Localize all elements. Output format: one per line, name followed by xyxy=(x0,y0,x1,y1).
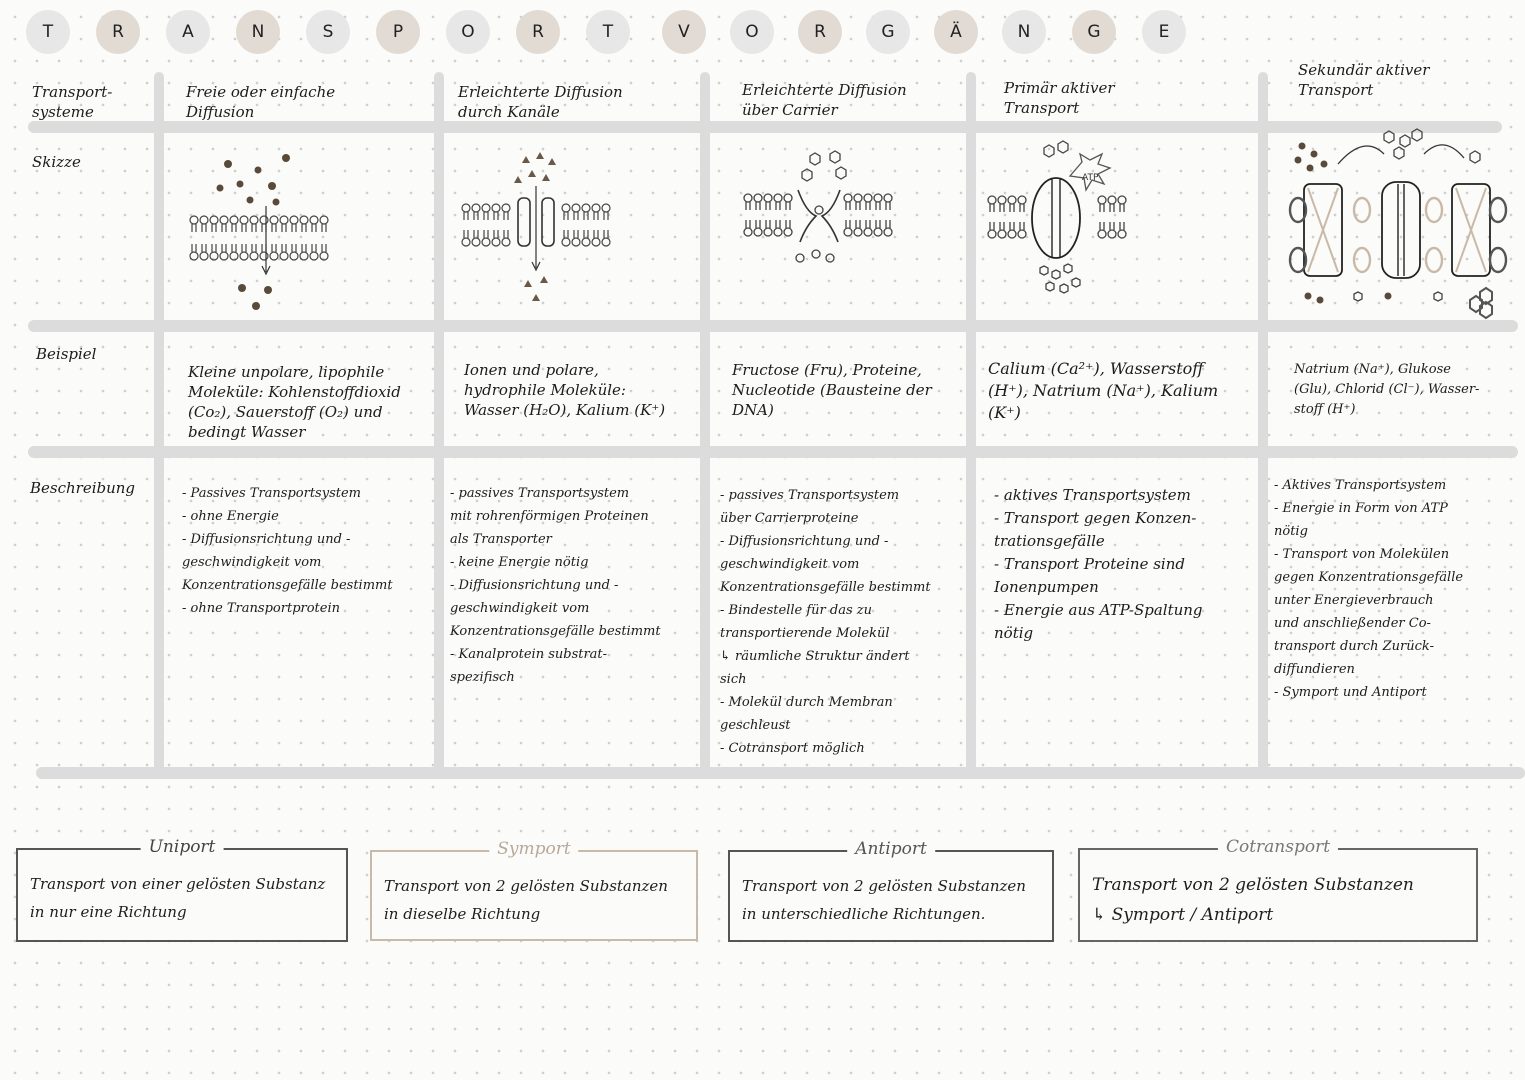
title-letter: E xyxy=(1142,10,1186,54)
title-letter: R xyxy=(516,10,560,54)
description-text: - aktives Transportsystem - Transport gegen Konzen- trationsgefälle - Transport Proteine sind Ionenpumpen - Energie aus ATP-Spaltung nötig xyxy=(994,486,1203,642)
definition-box-antiport xyxy=(728,839,1054,942)
sketch-carrier-diffusion xyxy=(740,150,905,275)
example-text: Calium (Ca²⁺), Wasserstoff (H⁺), Natrium (Na⁺), Kalium (K⁺) xyxy=(988,359,1219,422)
row-label-example: Beispiel xyxy=(36,345,97,363)
row-label-sketch: Skizze xyxy=(32,153,81,171)
box-text: Transport von 2 gelösten Substanzen ↳ Symport / Antiport xyxy=(1092,875,1414,925)
column-header: Sekundär aktiver Transport xyxy=(1298,61,1430,99)
atp-label: ATP xyxy=(1082,173,1099,183)
box-text: Transport von 2 gelösten Substanzen in unterschiedliche Richtungen. xyxy=(742,877,1026,923)
column-header: Freie oder einfache Diffusion xyxy=(186,83,336,121)
row-label-description: Beschreibung xyxy=(30,479,136,497)
definition-box-uniport xyxy=(16,837,348,942)
box-title: Uniport xyxy=(141,837,224,857)
title-letter: R xyxy=(96,10,140,54)
grid-line-bottom xyxy=(36,767,1525,779)
title-letters xyxy=(26,10,1206,54)
title-letter: P xyxy=(376,10,420,54)
column-header: Primär aktiver Transport xyxy=(1004,79,1115,117)
example-text: Kleine unpolare, lipophile Moleküle: Kohlenstoffdioxid (Co₂), Sauerstoff (O₂) und bedingt Wasser xyxy=(188,363,401,441)
grid-column-divider xyxy=(434,72,444,774)
example-text: Natrium (Na⁺), Glukose (Glu), Chlorid (Cl⁻), Wasser- stoff (H⁺) xyxy=(1294,362,1480,417)
title-letter: S xyxy=(306,10,350,54)
title-letter: O xyxy=(446,10,490,54)
sketch-channel-diffusion xyxy=(456,150,616,305)
column-header: Erleichterte Diffusion über Carrier xyxy=(742,81,907,119)
title-letter: R xyxy=(798,10,842,54)
column-header: Erleichterte Diffusion durch Kanäle xyxy=(458,83,623,121)
definition-box-cotransport xyxy=(1078,837,1478,942)
box-title: Antiport xyxy=(847,839,935,859)
box-text: Transport von einer gelösten Substanz in nur eine Richtung xyxy=(30,875,326,921)
example-text: Ionen und polare, hydrophile Moleküle: Wasser (H₂O), Kalium (K⁺) xyxy=(464,361,666,419)
sketch-primary-active-transport xyxy=(984,138,1144,303)
grid-column-divider xyxy=(700,72,710,774)
grid-line-example xyxy=(28,446,1518,458)
description-text: - Aktives Transportsystem - Energie in Form von ATP nötig - Transport von Molekülen gegen Konzentrationsgefälle unter Energieverbrauch und anschließender Co- transport durch Zurück- diffundieren - Symport und Antiport xyxy=(1274,478,1464,700)
box-title: Cotransport xyxy=(1218,837,1338,857)
description-text: - Passives Transportsystem - ohne Energie - Diffusionsrichtung und - geschwindigkeit vom Konzentrationsgefälle bestimmt - ohne Transportprotein xyxy=(182,486,393,616)
title-letter: N xyxy=(236,10,280,54)
title-letter: N xyxy=(1002,10,1046,54)
row-label-systems: Transport- systeme xyxy=(32,83,113,121)
title-letter: G xyxy=(1072,10,1116,54)
title-letter: O xyxy=(730,10,774,54)
box-title: Symport xyxy=(489,839,578,859)
grid-line-header xyxy=(28,121,1502,133)
title-letter: T xyxy=(26,10,70,54)
grid-column-divider xyxy=(154,72,164,774)
grid-column-divider xyxy=(1258,72,1268,774)
title-letter: Ä xyxy=(934,10,978,54)
description-text: - passives Transportsystem über Carrierproteine - Diffusionsrichtung und - geschwindigkeit vom Konzentrationsgefälle bestimmt - Bindestelle für das zu transportierende Molekül ↳ räumliche Struktur ändert sich - Molekül durch Membran geschleust - Cotransport möglich xyxy=(720,488,931,756)
sketch-simple-diffusion xyxy=(180,150,350,315)
description-text: - passives Transportsystem mit rohrenförmigen Proteinen als Transporter - keine Energie nötig - Diffusionsrichtung und - geschwindigkeit vom Konzentrationsgefälle bestimmt - Kanalprotein substrat- spezifisch xyxy=(450,486,661,685)
sketch-secondary-active-transport xyxy=(1284,124,1514,324)
definition-box-symport xyxy=(370,839,698,941)
title-letter: A xyxy=(166,10,210,54)
grid-column-divider xyxy=(966,72,976,774)
title-letter: V xyxy=(662,10,706,54)
title-letter: G xyxy=(866,10,910,54)
title-letter: T xyxy=(586,10,630,54)
box-text: Transport von 2 gelösten Substanzen in dieselbe Richtung xyxy=(384,877,668,923)
example-text: Fructose (Fru), Proteine, Nucleotide (Bausteine der DNA) xyxy=(732,361,932,419)
